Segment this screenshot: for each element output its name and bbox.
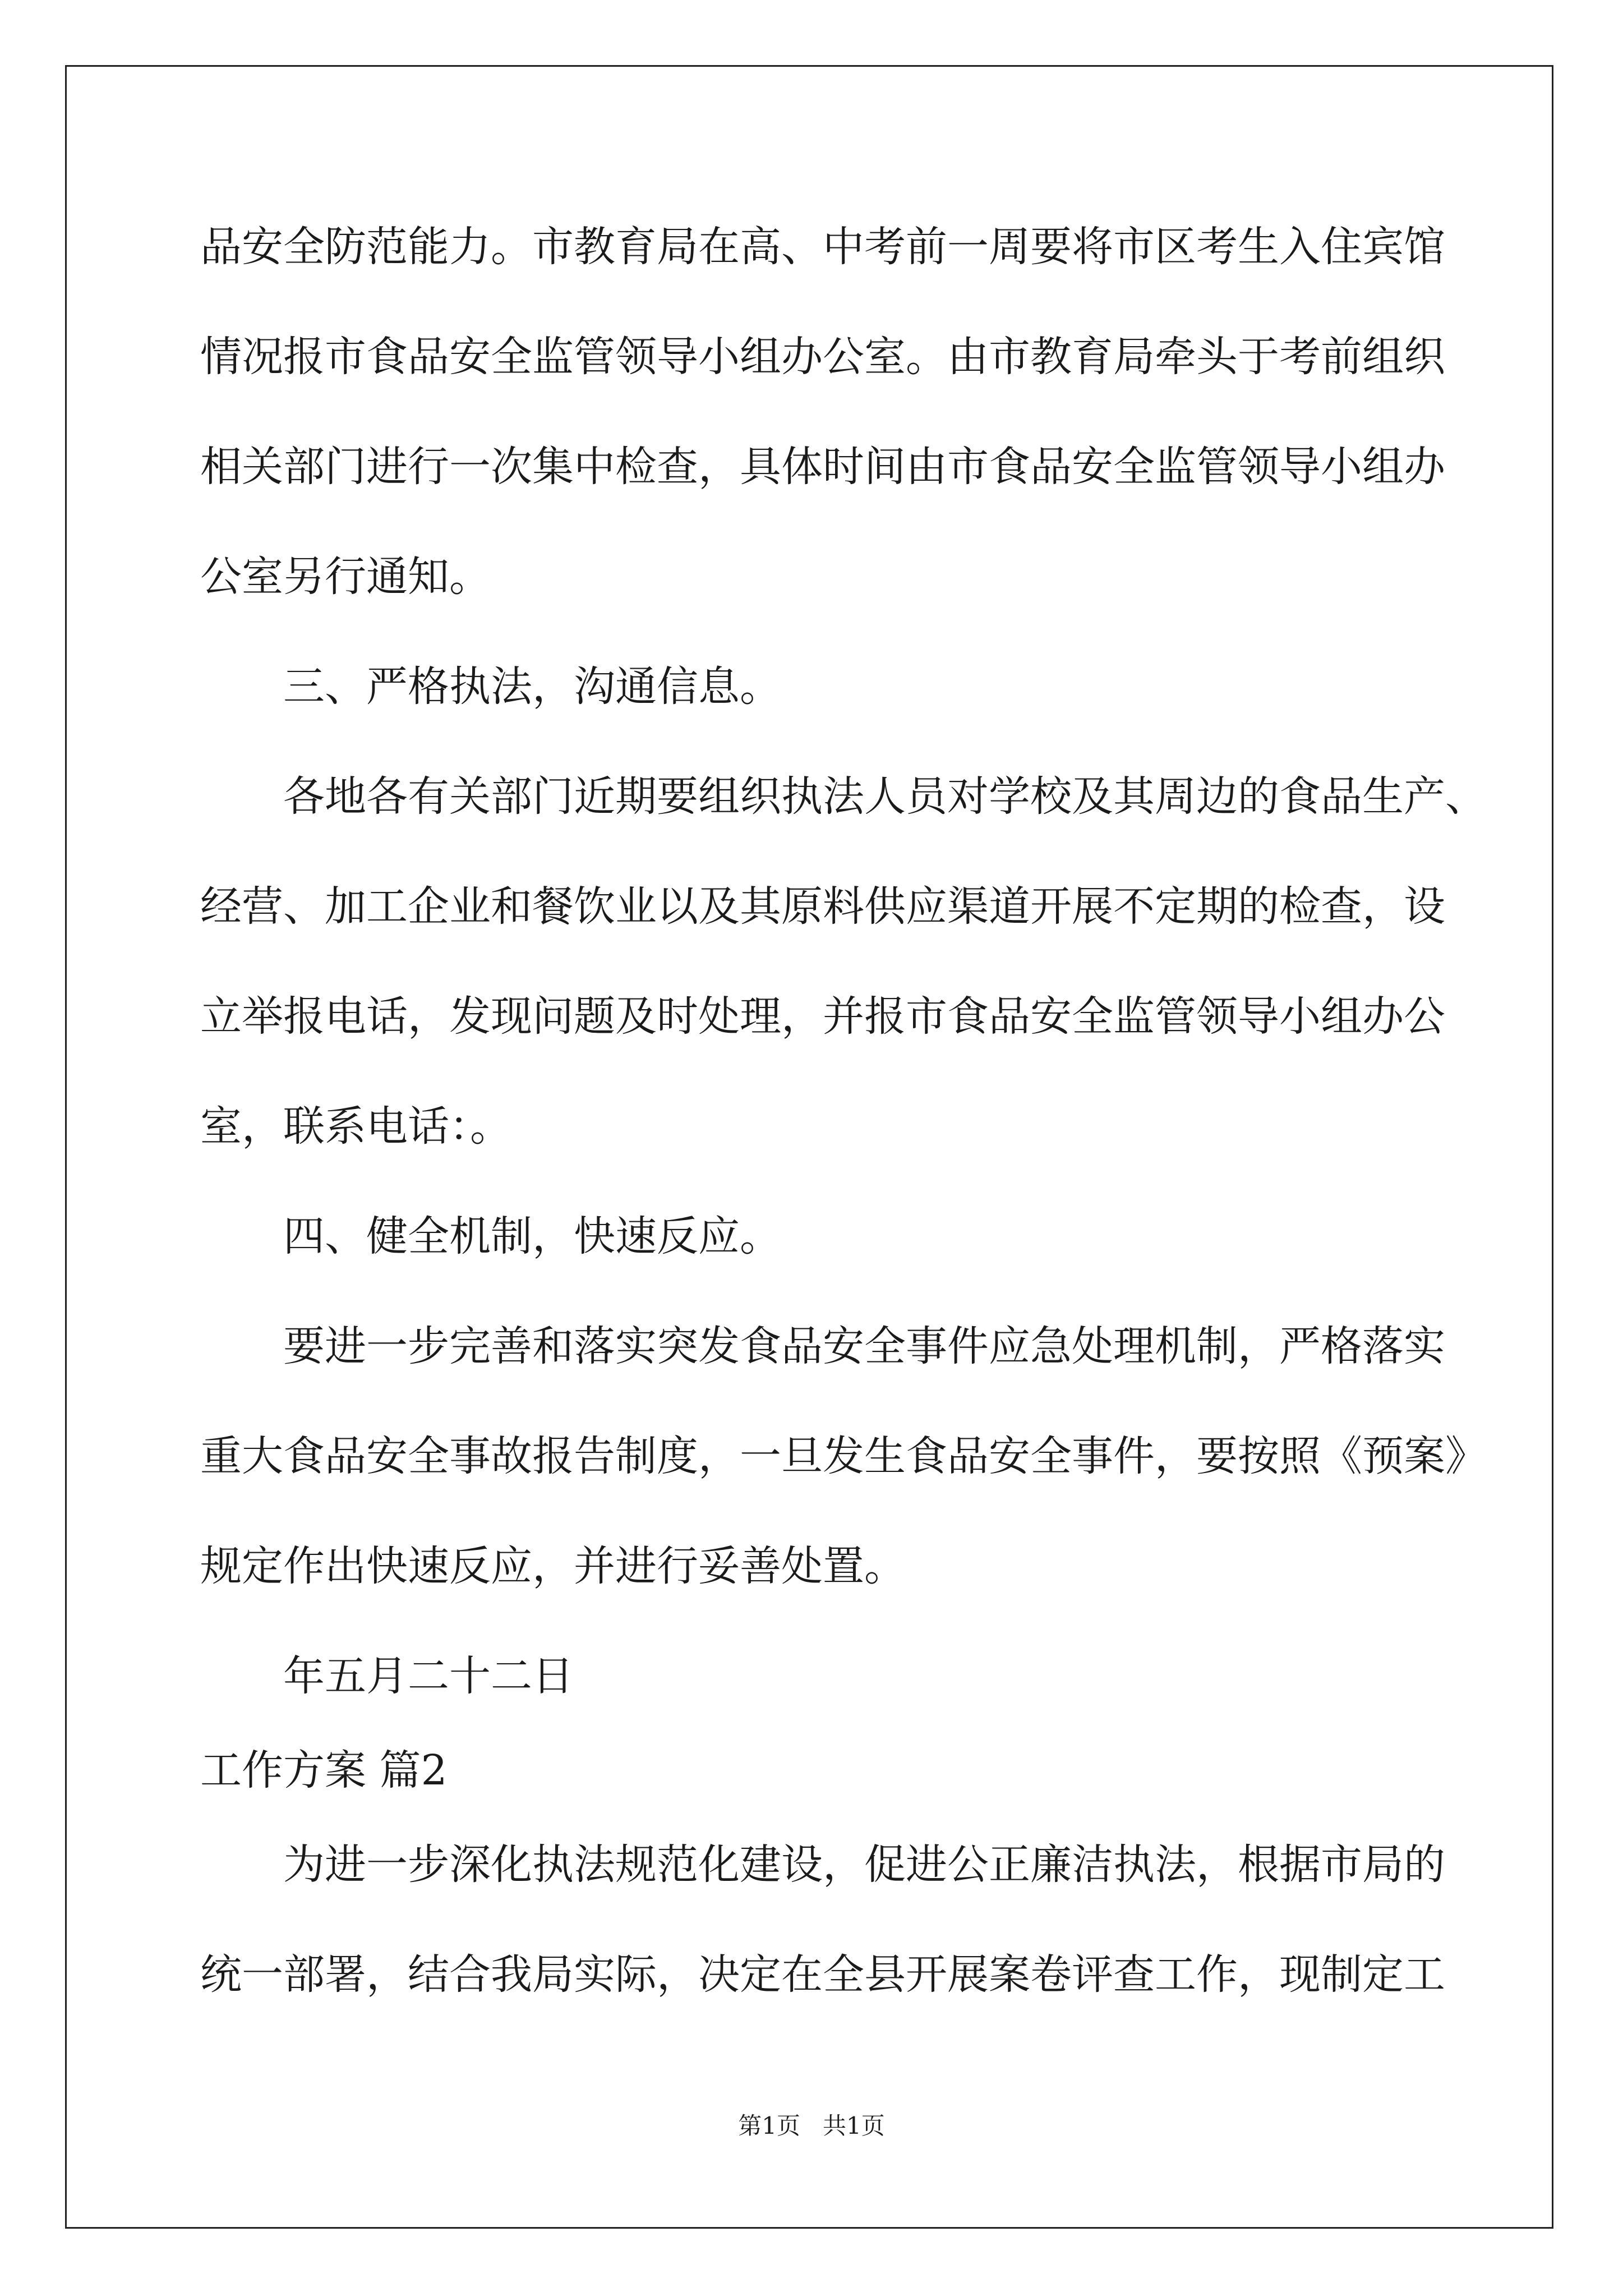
paragraph-line: 规定作出快速反应，并进行妥善处置。 [200,1542,906,1590]
paragraph-line: 统一部署，结合我局实际，决定在全县开展案卷评查工作，现制定工 [200,1950,1445,1999]
paragraph-line: 要进一步完善和落实突发食品安全事件应急处理机制，严格落实 [283,1322,1445,1370]
section-title: 工作方案 篇2 [200,1746,448,1795]
paragraph-line: 经营、加工企业和餐饮业以及其原料供应渠道开展不定期的检查，设 [200,882,1445,931]
paragraph-line: 立举报电话，发现问题及时处理，并报市食品安全监管领导小组办公 [200,992,1445,1041]
paragraph-line: 各地各有关部门近期要组织执法人员对学校及其周边的食品生产、 [283,772,1487,821]
paragraph-line: 情况报市食品安全监管领导小组办公室。由市教育局牵头于考前组织 [200,333,1445,381]
section-heading: 三、严格执法，沟通信息。 [283,662,781,711]
paragraph-line: 相关部门进行一次集中检查，具体时间由市食品安全监管领导小组办 [200,443,1445,491]
paragraph-line: 室，联系电话：。 [200,1102,511,1151]
date-line: 年五月二十二日 [283,1652,574,1700]
paragraph-line: 公室另行通知。 [200,553,491,601]
paragraph-line: 重大食品安全事故报告制度，一旦发生食品安全事件，要按照《预案》 [200,1432,1487,1480]
section-heading: 四、健全机制，快速反应。 [283,1212,781,1260]
paragraph-line: 为进一步深化执法规范化建设，促进公正廉洁执法，根据市局的 [283,1841,1445,1889]
paragraph-line: 品安全防范能力。市教育局在高、中考前一周要将市区考生入住宾馆 [200,223,1445,271]
page-footer: 第1页 共1页 [738,2112,885,2139]
